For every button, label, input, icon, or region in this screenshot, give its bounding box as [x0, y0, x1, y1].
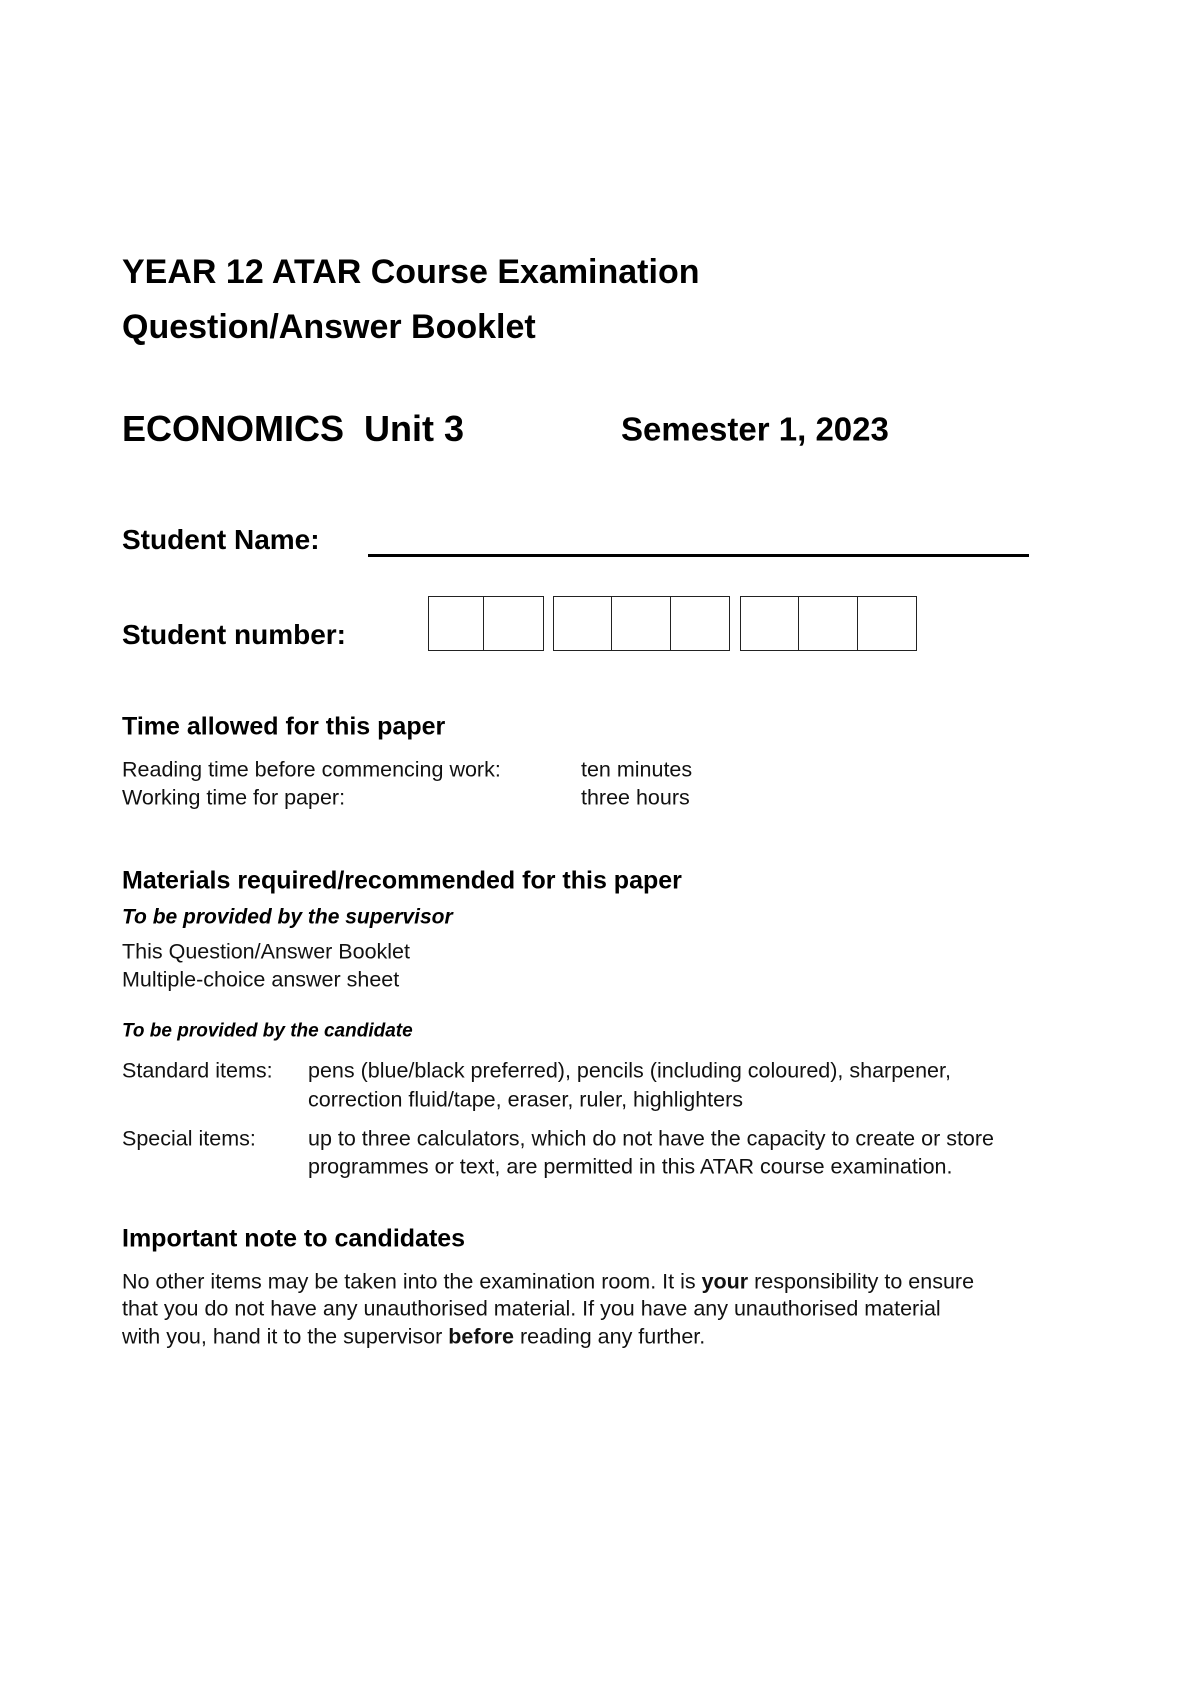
student-number-group-2[interactable] — [553, 596, 730, 651]
note-emphasis: your — [701, 1269, 749, 1294]
student-name-field[interactable] — [368, 554, 1029, 557]
digit-box[interactable] — [799, 597, 858, 650]
supervisor-heading: To be provided by the supervisor — [122, 905, 453, 929]
supervisor-item: This Question/Answer Booklet — [122, 939, 410, 964]
time-heading: Time allowed for this paper — [122, 712, 446, 741]
candidate-heading: To be provided by the candidate — [122, 1020, 413, 1042]
digit-box[interactable] — [429, 597, 484, 650]
title-line-2: Question/Answer Booklet — [122, 308, 536, 346]
student-name-label: Student Name: — [122, 524, 320, 555]
materials-heading: Materials required/recommended for this paper — [122, 866, 682, 895]
digit-box[interactable] — [554, 597, 612, 650]
reading-time-value: ten minutes — [581, 757, 693, 782]
note-text: reading any further. — [513, 1324, 706, 1349]
special-items-label: Special items: — [122, 1126, 256, 1151]
working-time-label: Working time for paper: — [122, 785, 346, 810]
student-number-label: Student number: — [122, 619, 346, 650]
digit-box[interactable] — [484, 597, 543, 650]
student-number-group-3[interactable] — [740, 596, 917, 651]
reading-time-label: Reading time before commencing work: — [122, 757, 501, 782]
special-items-text: up to three calculators, which do not have the capacity to create or store — [308, 1126, 994, 1151]
note-text: with you, hand it to the supervisor — [122, 1324, 449, 1349]
supervisor-item: Multiple-choice answer sheet — [122, 967, 400, 992]
digit-box[interactable] — [741, 597, 799, 650]
note-text: No other items may be taken into the examination room. It is — [122, 1269, 702, 1294]
title-line-1: YEAR 12 ATAR Course Examination — [122, 253, 700, 291]
subject-title: ECONOMICS Unit 3 — [122, 408, 465, 449]
special-items-text: programmes or text, are permitted in this ATAR course examination. — [308, 1154, 953, 1179]
note-line-1 — [122, 1271, 974, 1293]
note-line-3 — [122, 1326, 705, 1348]
standard-items-text: correction fluid/tape, eraser, ruler, highlighters — [308, 1087, 744, 1112]
digit-box[interactable] — [671, 597, 729, 650]
note-text: responsibility to ensure — [748, 1269, 975, 1294]
standard-items-text: pens (blue/black preferred), pencils (including coloured), sharpener, — [308, 1058, 951, 1083]
semester: Semester 1, 2023 — [621, 410, 889, 448]
note-emphasis: before — [448, 1324, 514, 1349]
note-line-2: that you do not have any unauthorised material. If you have any unauthorised material — [122, 1296, 941, 1321]
student-number-group-1[interactable] — [428, 596, 544, 651]
digit-box[interactable] — [612, 597, 671, 650]
working-time-value: three hours — [581, 785, 690, 810]
note-heading: Important note to candidates — [122, 1224, 466, 1253]
standard-items-label: Standard items: — [122, 1058, 273, 1083]
digit-box[interactable] — [858, 597, 916, 650]
